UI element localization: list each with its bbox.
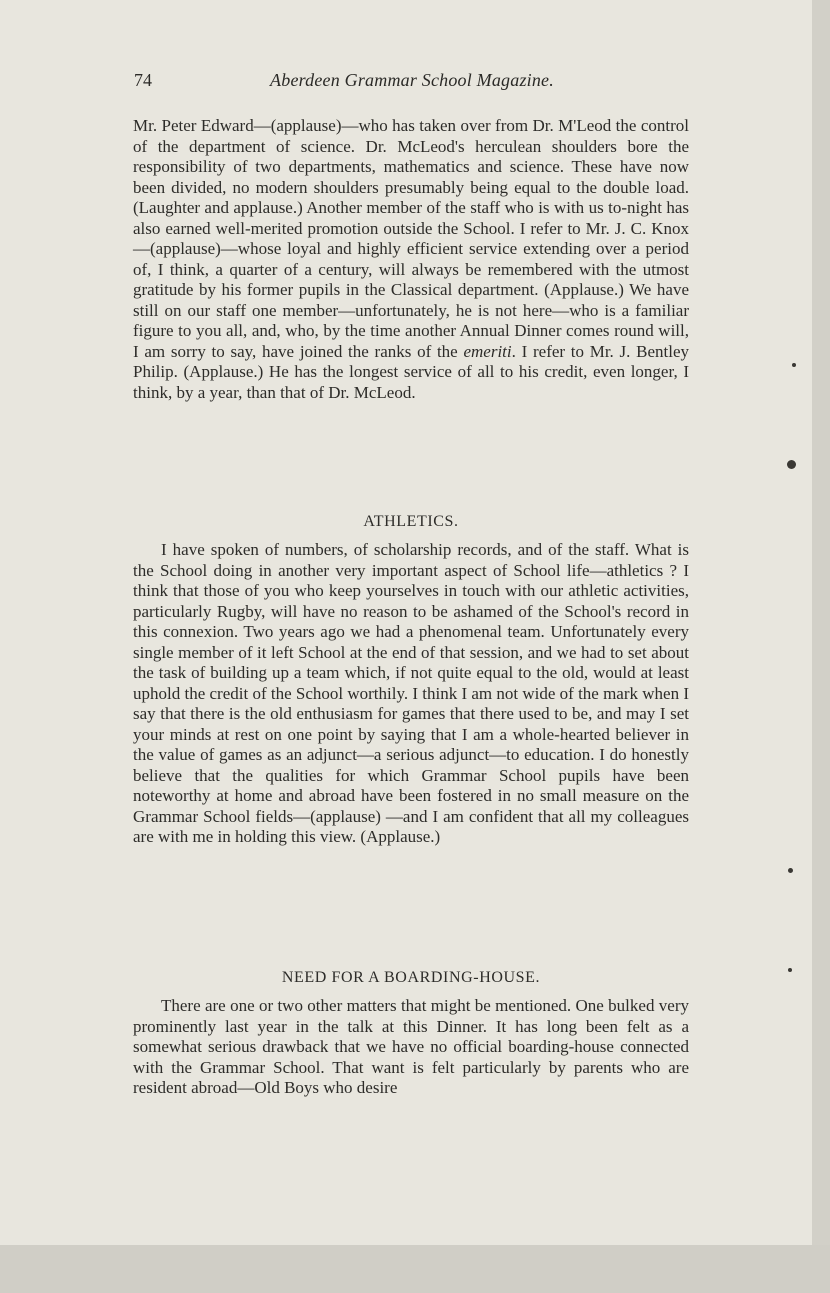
section-heading-athletics: ATHLETICS. xyxy=(363,513,459,530)
page-header xyxy=(134,70,690,100)
scan-speck xyxy=(792,363,796,367)
scan-speck xyxy=(788,868,793,873)
scan-speck xyxy=(787,460,796,469)
paragraph-3-text: There are one or two other matters that might be mentioned. One bulked very prominently last year in the talk at this Dinner. It has long been felt as a somewhat serious drawback that we have no official boarding-house connected with the Grammar School. That want is felt particularly by parents who are resident abroad—Old Boys who desire xyxy=(133,996,689,1097)
page-right-edge xyxy=(812,0,830,1293)
running-title: Aberdeen Grammar School Magazine. xyxy=(270,70,554,90)
section-heading-boarding-house: NEED FOR A BOARDING-HOUSE. xyxy=(281,969,541,986)
paragraph-1-emphasis: emeriti xyxy=(463,341,512,361)
page-bottom-edge xyxy=(0,1245,830,1293)
paragraph-1-text xyxy=(133,116,689,403)
paragraph-1 xyxy=(133,116,689,507)
paragraph-2 xyxy=(133,540,689,970)
paragraph-1-body: Mr. Peter Edward—(applause)—who has taken over from Dr. M'Leod the control of the department of science. Dr. McLeod's herculean shoulders bore the responsibility of two departments, mathematics and science. These have now been divided, no modern shoulders presumably being equal to the double load. (Laughter and applause.) Another member of the staff who is with us to-night has also earned well-merited promotion outside the School. I refer to Mr. J. C. Knox—(applause)—whose loyal and highly efficient service extending over a period of, I think, a quarter of a century, will always be remembered with the utmost gratitude by his former pupils in the Classical department. (Applause.) We have still on our staff one member—unfortunately, he is not here—who is a familiar figure to you all, and, who, by the time another Annual Dinner comes round will, I am sorry to say, have joined the ranks of the xyxy=(133,116,689,361)
page-number: 74 xyxy=(134,70,152,90)
paragraph-1-tail: . I refer to Mr. J. Bentley Philip. (Applause.) He has the longest service of all to his credit, even longer, I think, by a year, than that of Dr. McLeod. xyxy=(133,341,689,402)
paragraph-2-text: I have spoken of numbers, of scholarship records, and of the staff. What is the School doing in another very important aspect of School life—athletics ? I think that those of you who keep yourselves in touch with our athletic activities, particularly Rugby, will have no reason to be ashamed of the School's record in this connexion. Two years ago we had a phenomenal team. Unfortunately every single member of it left School at the end of that session, and we had to set about the task of building up a team which, if not quite equal to the old, would at least uphold the credit of the School worthily. I think I am not wide of the mark when I say that there is the old enthusiasm for games that there used to be, and may I set your minds at rest on one point by saying that I am a whole-hearted believer in the value of games as an adjunct—a serious adjunct—to education. I do honestly believe that the qualities for which Grammar School pupils have been noteworthy at home and abroad have been fostered in no small measure on the Grammar School fields—(applause) —and I am confident that all my colleagues are with me in holding this view. (Applause.) xyxy=(133,540,689,846)
scan-speck xyxy=(788,968,792,972)
paragraph-3 xyxy=(133,996,689,1126)
